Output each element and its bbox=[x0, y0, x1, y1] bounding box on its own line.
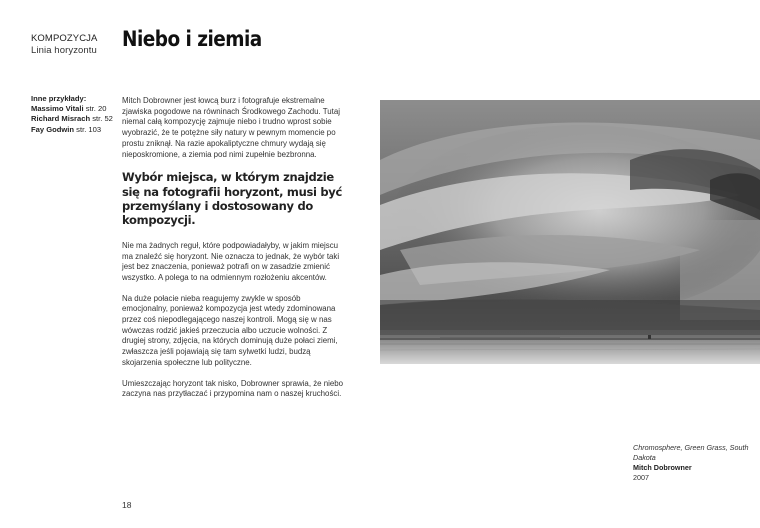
photo-caption bbox=[633, 443, 753, 483]
pull-quote: Wybór miejsca, w którym znajdzie się na fotografii horyzont, musi być przemyślany i dostosowany do kompozycji. bbox=[122, 170, 343, 228]
caption-year: 2007 bbox=[633, 473, 649, 482]
section-name: KOMPOZYCJA bbox=[31, 33, 98, 44]
example-page: str. 103 bbox=[76, 124, 102, 134]
example-name: Massimo Vitali bbox=[31, 104, 84, 114]
caption-author: Mitch Dobrowner bbox=[633, 463, 692, 472]
page-title: Niebo i ziemia bbox=[122, 27, 262, 51]
storm-cloud-image bbox=[380, 100, 760, 364]
example-page: str. 20 bbox=[85, 104, 107, 114]
example-item bbox=[31, 114, 119, 124]
example-item bbox=[31, 125, 119, 135]
section-label bbox=[31, 33, 97, 57]
storm-photo bbox=[380, 100, 760, 364]
body-paragraph: Nie ma żadnych reguł, które podpowiadałyby, w jakim miejscu ma znaleźć się horyzont. Nie oznacza to jednak, że wybór taki jest bez znaczenia, ponieważ potrafi on w zasadzie zmienić wszystko. A polega to na odmiennym rozłożeniu akcentów. bbox=[122, 240, 340, 282]
page-number: 18 bbox=[122, 500, 132, 510]
example-name: Richard Misrach bbox=[31, 114, 91, 124]
intro-paragraph: Mitch Dobrowner jest łowcą burz i fotografuje ekstremalne zjawiska pogodowe na równinach Środkowego Zachodu. Tutaj niemal całą kompozycję zajmuje niebo i trudno wprost sobie wyobrazić, że te potężne siły natury w pewnym momencie po prostu zniknął. Na razie apokaliptyczne chmury wydają się nieposkromione, a ziemia pod nimi zupełnie bezbronna. bbox=[122, 96, 341, 159]
example-name: Fay Godwin bbox=[31, 124, 75, 134]
other-examples bbox=[31, 94, 119, 135]
example-item bbox=[31, 104, 119, 114]
body-paragraph: Na duże połacie nieba reagujemy zwykle w sposób emocjonalny, ponieważ kompozycja jest wtedy zdominowana przez coś niepodlegającego naszej kontroli. Mogą się w nas wówczas rodzić jakieś przeczucia albo uczucie wolności. Z drugiej strony, zdjęcia, na których dominują duże połaci ziemi, zwłaszcza jeśli pojawiają się tam sylwetki ludzi, budzą skojarzenia społeczne lub polityczne. bbox=[122, 293, 338, 367]
article-body bbox=[122, 96, 344, 410]
section-subname: Linia horyzontu bbox=[31, 45, 97, 56]
body-paragraph: Umieszczając horyzont tak nisko, Dobrowner sprawia, że niebo zaczyna nas przytłaczać i przypomina nam o naszej kruchości. bbox=[122, 378, 344, 399]
examples-heading: Inne przykłady: bbox=[31, 94, 87, 103]
example-page: str. 52 bbox=[92, 114, 113, 124]
caption-title: Chromosphere, Green Grass, South Dakota bbox=[633, 443, 749, 462]
